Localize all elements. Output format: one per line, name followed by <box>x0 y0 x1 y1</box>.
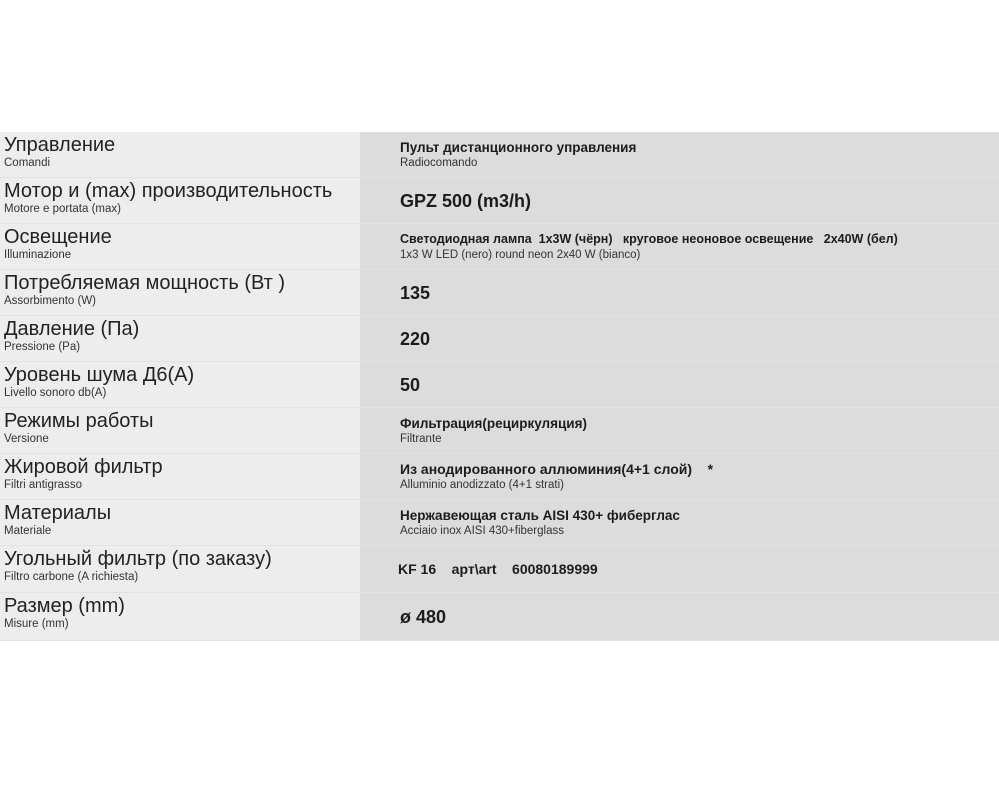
label-it: Motore e portata (max) <box>4 203 121 215</box>
row-value <box>360 132 999 177</box>
row-label <box>0 132 360 177</box>
spec-row-control <box>0 132 999 178</box>
spec-row-motor <box>0 178 999 224</box>
label-it: Illuminazione <box>4 249 72 261</box>
label-it: Filtri antigrasso <box>4 479 82 491</box>
row-value <box>360 546 999 592</box>
value-it: Radiocomando <box>400 157 478 169</box>
value-main: 135 <box>400 282 431 303</box>
row-label <box>0 408 360 453</box>
label-ru: Управление <box>4 134 116 156</box>
value-ru: Пульт дистанционного управления <box>400 140 637 155</box>
row-value <box>360 408 999 453</box>
row-value <box>360 178 999 223</box>
label-it: Filtro carbone (A richiesta) <box>4 571 139 583</box>
label-it: Misure (mm) <box>4 618 69 630</box>
value-main: KF 16 арт\art 60080189999 <box>398 560 598 577</box>
spec-row-pressure <box>0 316 999 362</box>
spec-table <box>0 132 999 641</box>
spec-row-noise <box>0 362 999 408</box>
label-ru: Мотор и (max) производительность <box>4 180 333 202</box>
value-it: 1x3 W LED (nero) round neon 2x40 W (bianco) <box>400 249 641 261</box>
value-main: 220 <box>400 328 431 349</box>
label-it: Comandi <box>4 157 51 169</box>
label-ru: Потребляемая мощность (Вт ) <box>4 272 286 294</box>
label-ru: Размер (mm) <box>4 595 125 617</box>
label-it: Materiale <box>4 525 52 537</box>
value-it: Filtrante <box>400 433 442 445</box>
value-it: Acciaio inox AISI 430+fiberglass <box>400 525 564 537</box>
label-it: Pressione (Pa) <box>4 341 81 353</box>
label-ru: Жировой фильтр <box>4 456 163 478</box>
label-ru: Давление (Па) <box>4 318 140 340</box>
label-it: Versione <box>4 433 49 445</box>
label-ru: Режимы работы <box>4 410 154 432</box>
value-ru: Светодиодная лампа 1x3W (чёрн) круговое неоновое освещение 2x40W (бел) <box>400 232 898 246</box>
row-label <box>0 500 360 545</box>
spec-row-grease-filter <box>0 454 999 500</box>
label-ru: Материалы <box>4 502 112 524</box>
row-value <box>360 224 999 269</box>
label-ru: Освещение <box>4 226 112 248</box>
row-label <box>0 224 360 269</box>
row-value <box>360 316 999 361</box>
spec-row-materials <box>0 500 999 546</box>
row-label <box>0 454 360 499</box>
value-main: 50 <box>400 374 421 395</box>
label-ru: Угольный фильтр (по заказу) <box>4 548 272 570</box>
row-value <box>360 362 999 407</box>
row-value <box>360 454 999 499</box>
spec-row-lighting <box>0 224 999 270</box>
row-label <box>0 316 360 361</box>
value-ru: Нержавеющая сталь AISI 430+ фиберглас <box>400 508 680 523</box>
row-label <box>0 270 360 315</box>
value-main: GPZ 500 (m3/h) <box>400 190 532 211</box>
spec-row-size <box>0 593 999 641</box>
row-label <box>0 593 360 640</box>
row-value <box>360 270 999 315</box>
row-label <box>0 362 360 407</box>
value-main: ø 480 <box>400 606 447 627</box>
label-it: Livello sonoro db(A) <box>4 387 107 399</box>
row-label <box>0 178 360 223</box>
value-ru: Фильтрация(рециркуляция) <box>400 416 587 431</box>
label-ru: Уровень шума Д6(А) <box>4 364 195 386</box>
spec-row-carbon-filter <box>0 546 999 593</box>
spec-row-mode <box>0 408 999 454</box>
label-it: Assorbimento (W) <box>4 295 97 307</box>
row-value <box>360 593 999 640</box>
row-value <box>360 500 999 545</box>
row-label <box>0 546 360 592</box>
value-ru: Из анодированного аллюминия(4+1 слой) * <box>400 461 714 477</box>
value-it: Alluminio anodizzato (4+1 strati) <box>400 479 564 491</box>
spec-row-power <box>0 270 999 316</box>
